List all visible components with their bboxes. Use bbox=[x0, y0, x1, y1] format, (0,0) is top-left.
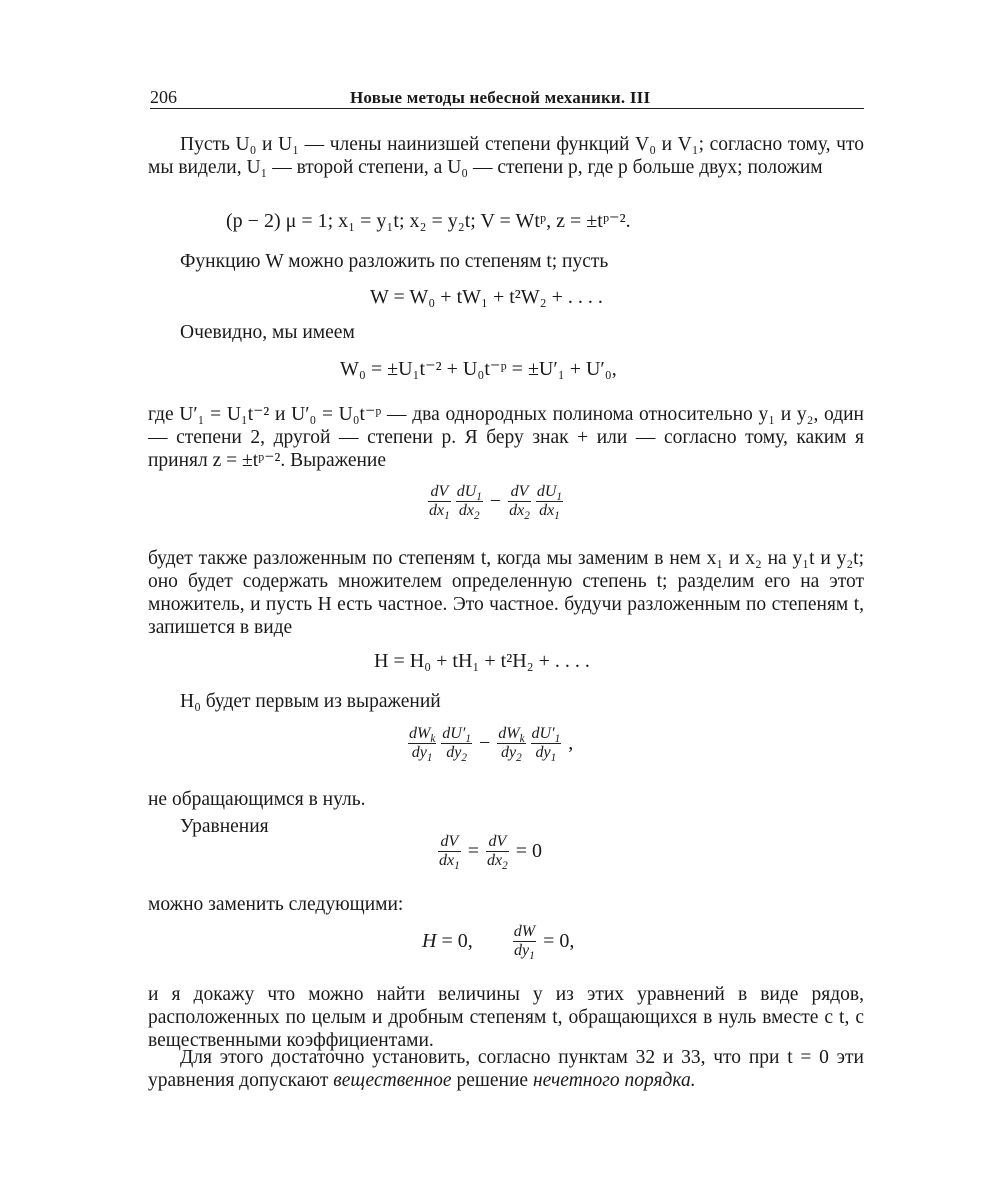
fraction-dwk-dy1: $\frac{dW_k}{dy_1}$ bbox=[409, 725, 436, 765]
paragraph-11-start: Для этого достаточно установить, согласно пунктам 32 и 33, что при t = 0 эти уравнения допускают bbox=[148, 1047, 864, 1091]
paragraph-8: Уравнения bbox=[180, 816, 269, 837]
paragraph-3: Очевидно, мы имеем bbox=[180, 322, 355, 343]
equation-5: H = H₀ + tH₁ + t²H₂ + . . . . bbox=[374, 650, 590, 672]
emphasis-real: вещественное bbox=[333, 1070, 452, 1091]
fraction-du1-dx2: $\frac{dU_1}{dx_2}$ bbox=[456, 483, 482, 523]
paragraph-10: и я докажу что можно найти величины y из этих уравнений в виде рядов, расположенных по целым и дробным степеням t, обращающихся в нуль вместе с t, с вещественными коэффициентами. bbox=[148, 984, 864, 1051]
fraction-du1-dx1: $\frac{dU_1}{dx_1}$ bbox=[536, 483, 562, 523]
fraction-du1p-dy2: $\frac{dU'_1}{dy_2}$ bbox=[442, 725, 471, 765]
equation-1: (p − 2) μ = 1; x₁ = y₁t; x₂ = y₂t; V = Wtᵖ, z = ±tᵖ⁻². bbox=[226, 210, 631, 232]
page-header bbox=[150, 86, 864, 108]
paragraph-9: можно заменить следующими: bbox=[148, 894, 404, 915]
fraction-dv-dx2: $\frac{dV}{dx_2}$ bbox=[509, 483, 530, 523]
page-number: 206 bbox=[150, 87, 177, 107]
paragraph-6: H₀ будет первым из выражений bbox=[180, 691, 441, 712]
paragraph-11-mid: решение bbox=[456, 1070, 529, 1091]
fraction-dv-dx1-b: $\frac{dV}{dx_1}$ bbox=[439, 833, 460, 873]
equation-7: $\frac{dV}{dx_1}$ = $\frac{dV}{dx_2}$ = 0 bbox=[439, 833, 542, 873]
fraction-dv-dx2-b: $\frac{dV}{dx_2}$ bbox=[486, 833, 508, 873]
paragraph-7: не обращающимся в нуль. bbox=[148, 789, 366, 810]
equation-2: W = W₀ + tW₁ + t²W₂ + . . . . bbox=[370, 286, 603, 308]
fraction-du1p-dy1: $\frac{dU'_1}{dy_1}$ bbox=[531, 725, 561, 765]
paragraph-11 bbox=[148, 1046, 864, 1092]
equation-3: W₀ = ±U₁t⁻² + U₀t⁻ᵖ = ±U′₁ + U′₀, bbox=[340, 358, 617, 380]
paragraph-2: Функцию W можно разложить по степеням t; пусть bbox=[180, 251, 609, 272]
emphasis-odd-order: нечетного порядка. bbox=[532, 1070, 696, 1091]
equation-8: H = 0, $\frac{dW}{dy_1}$ = 0, bbox=[422, 923, 575, 963]
running-title: Новые методы небесной механики. III bbox=[350, 88, 651, 107]
fraction-dwk-dy2: $\frac{dW_k}{dy_2}$ bbox=[498, 725, 525, 765]
paragraph-1: Пусть U₀ и U₁ — члены наинизшей степени функций V₀ и V₁; согласно тому, что мы видели, U₁ — второй степени, а U₀ — степени p, где p больше двух; положим bbox=[148, 134, 864, 178]
equation-4: $\frac{dV}{dx_1}$ $\frac{dU_1}{dx_2}$ − $\frac{dV}{dx_2}$ $\frac{dU_1}{dx_1}$ bbox=[429, 483, 562, 523]
paragraph-5: будет также разложенным по степеням t, когда мы заменим в нем x₁ и x₂ на y₁t и y₂t; оно будет содержать множителем определенную степень t; разделим его на этот множитель, и пусть H есть частное. Это частное. будучи разложенным по степеням t, запишется в виде bbox=[148, 548, 864, 638]
header-rule bbox=[150, 108, 864, 109]
equation-6: $\frac{dW_k}{dy_1}$ $\frac{dU'_1}{dy_2}$ − $\frac{dW_k}{dy_2}$ $\frac{dU'_1}{dy_1}$ , bbox=[409, 725, 574, 765]
fraction-dv-dx1: $\frac{dV}{dx_1}$ bbox=[429, 483, 450, 523]
paragraph-4: где U′₁ = U₁t⁻² и U′₀ = U₀t⁻ᵖ — два однородных полинома относительно y₁ и y₂, один — степени 2, другой — степени p. Я беру знак + или — согласно тому, каким я принял z = ±tᵖ⁻². Выражение bbox=[148, 404, 864, 471]
fraction-dw-dy1: $\frac{dW}{dy_1}$ bbox=[513, 923, 536, 963]
